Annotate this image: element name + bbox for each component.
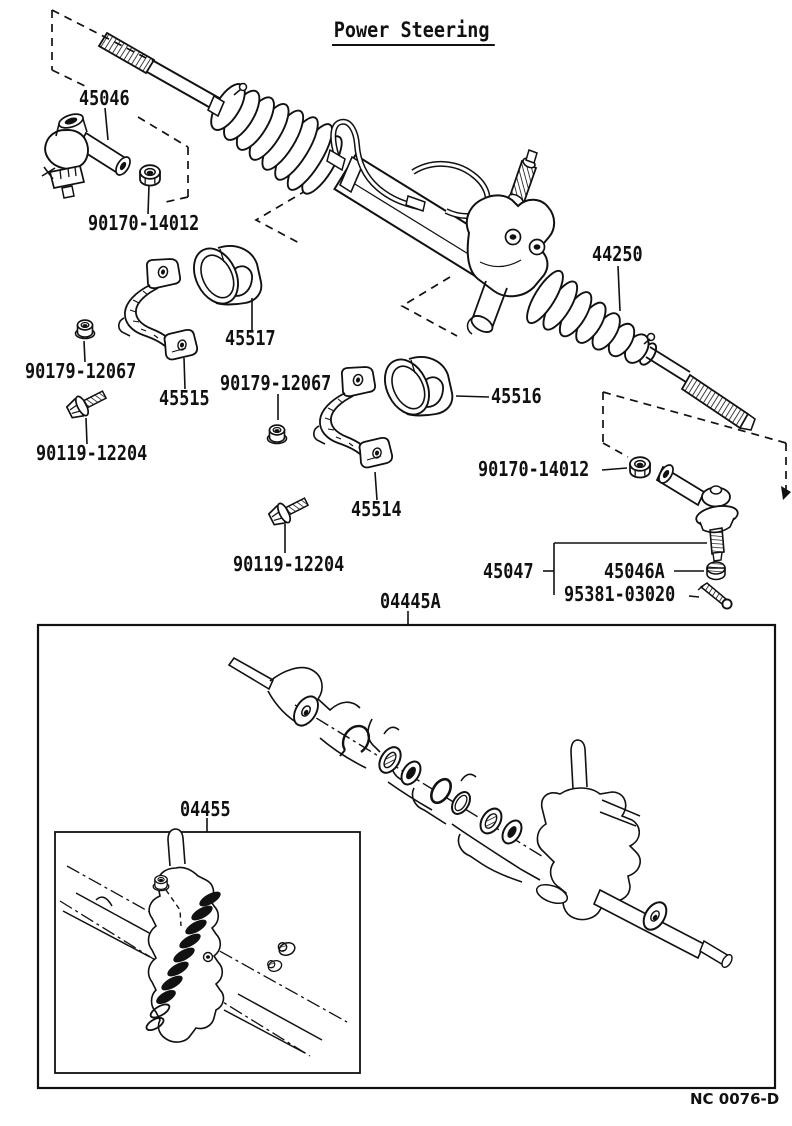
inner-kit-plug-2 [266, 958, 283, 974]
bracket-nut-left [76, 320, 95, 338]
drawing-code: NC 0076-D [690, 1090, 780, 1108]
label-gasket-kit: 04445A [380, 589, 441, 613]
label-cotter-pin: 95381-03020 [564, 582, 676, 606]
label-grommet-lower: 45516 [491, 384, 542, 408]
tie-rod-end-left [42, 111, 133, 198]
label-tie-rod-end-left: 45046 [79, 86, 130, 110]
label-bracket-upper: 45515 [159, 386, 210, 410]
label-bracket-lower: 45514 [351, 497, 402, 521]
mounting-bracket-upper [119, 259, 197, 360]
label-nut-rack-end-left: 90170-14012 [88, 211, 200, 235]
seal-rings [289, 692, 525, 847]
page-title: Power Steering [332, 19, 495, 46]
bracket-bolt-left [65, 385, 109, 421]
label-tie-rod-end-right: 45047 [483, 559, 534, 583]
label-grommet-upper: 45517 [225, 326, 276, 350]
grommet-upper [185, 241, 261, 311]
ghost-housing [534, 740, 734, 969]
label-tie-rod-end-nut: 45046A [604, 559, 665, 583]
label-nut-bracket-left: 90179-12067 [25, 359, 137, 383]
bracket-nut-mid [268, 425, 287, 443]
dashed-guides [52, 10, 786, 492]
label-bolt-lower-mid: 90119-12204 [233, 552, 345, 576]
label-nut-bracket-mid: 90179-12067 [220, 371, 332, 395]
grommet-lower [376, 352, 452, 422]
valve-kit-box [55, 829, 360, 1073]
bracket-bolt-mid [267, 492, 311, 528]
rack-end-nut-right [630, 457, 650, 477]
label-rack-assembly: 44250 [592, 242, 643, 266]
label-bolt-lower-left: 90119-12204 [36, 441, 148, 465]
tie-rod-end-right [656, 463, 739, 561]
cotter-pin [698, 583, 732, 609]
tie-rod-end-nut [707, 562, 725, 580]
rack-end-nut-left [140, 165, 160, 185]
gasket-kit-box [38, 625, 775, 1088]
inner-kit-nut [153, 876, 169, 891]
label-nut-rack-end-right: 90170-14012 [478, 457, 590, 481]
label-valve-kit: 04455 [180, 797, 231, 821]
inner-kit-plug-1 [277, 939, 297, 957]
